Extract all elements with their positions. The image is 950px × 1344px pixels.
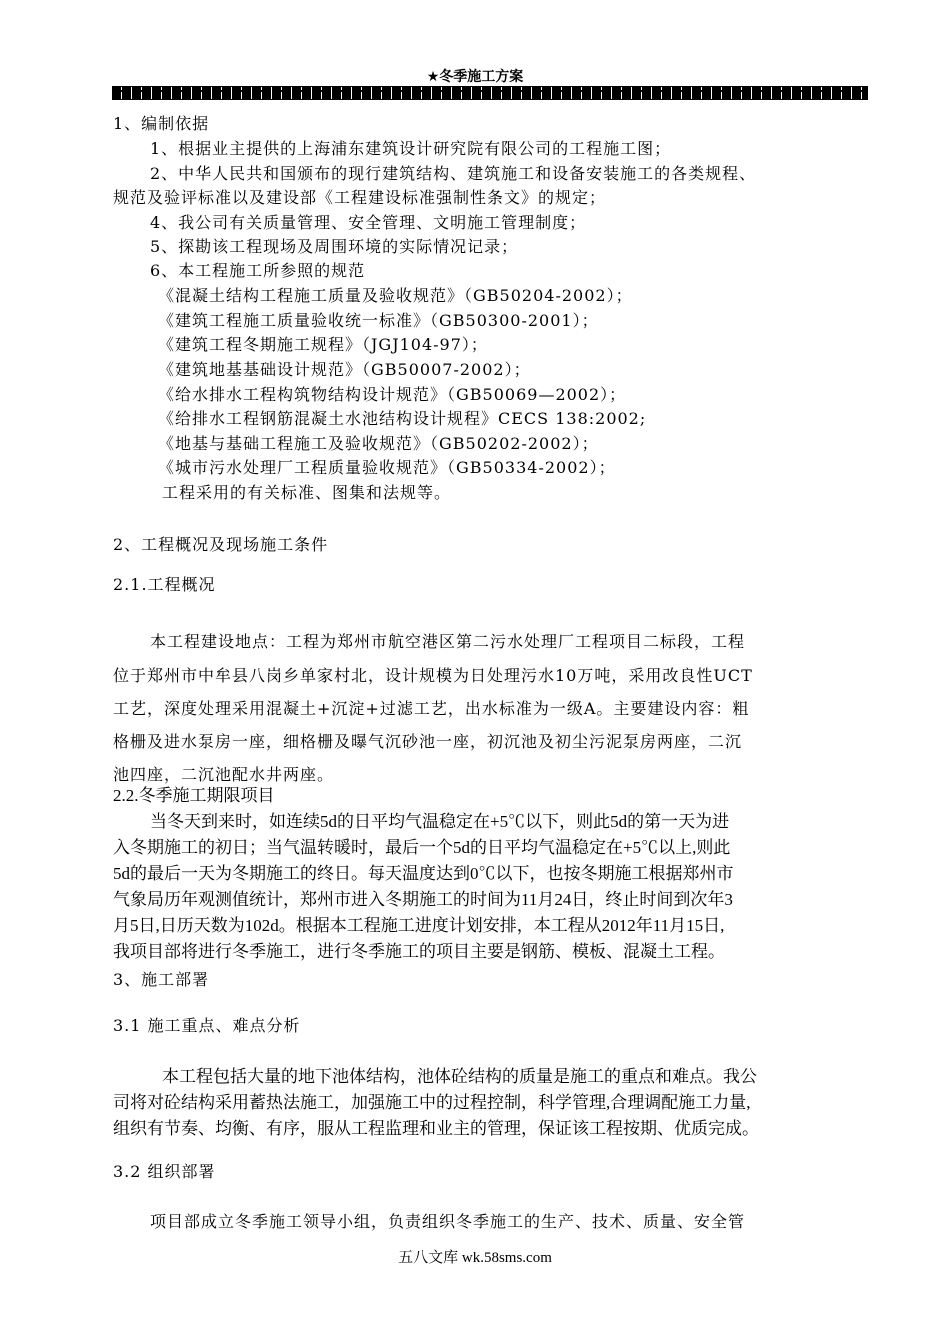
paragraph-line: 工艺，深度处理采用混凝土+沉淀+过滤工艺，出水标准为一级A。主要建设内容：粗 xyxy=(113,699,750,718)
paragraph-line: 月5日,日历天数为102d。根据本工程施工进度计划安排，本工程从2012年11月15日, xyxy=(113,916,725,935)
decorative-border xyxy=(112,86,868,100)
basis-item: 4、我公司有关质量管理、安全管理、文明施工管理制度； xyxy=(150,213,587,232)
subsection-heading: 3.2 组织部署 xyxy=(113,1162,216,1181)
basis-item: 1、根据业主提供的上海浦东建筑设计研究院有限公司的工程施工图； xyxy=(150,139,672,158)
paragraph-line: 当冬天到来时，如连续5d的日平均气温稳定在+5℃以下，则此5d的第一天为进 xyxy=(150,812,730,831)
standard-item: 《地基与基础工程施工及验收规范》（GB50202-2002）； xyxy=(158,434,599,453)
subsection-heading: 2.1.工程概况 xyxy=(113,575,216,594)
standard-item: 《给水排水工程构筑物结构设计规范》（GB50069—2002）； xyxy=(158,385,627,404)
standard-item: 《建筑工程冬期施工规程》（JGJ104-97）； xyxy=(158,335,488,354)
basis-item: 6、本工程施工所参照的规范 xyxy=(150,261,366,280)
basis-item: 规范及验评标准以及建设部《工程建设标准强制性条文》的规定； xyxy=(113,188,607,207)
header-title: ★冬季施工方案 xyxy=(426,69,524,85)
section-heading: 2、工程概况及现场施工条件 xyxy=(113,535,329,554)
standard-item: 《建筑地基基础设计规范》（GB50007-2002）； xyxy=(158,360,531,379)
basis-item: 5、探勘该工程现场及周围环境的实际情况记录； xyxy=(150,237,519,256)
standard-item: 《建筑工程施工质量验收统一标准》（GB50300-2001）； xyxy=(158,311,599,330)
section-heading: 3、施工部署 xyxy=(113,970,210,989)
footer-watermark: 五八文库 wk.58sms.com xyxy=(398,1250,552,1266)
standard-item: 《城市污水处理厂工程质量验收规范》（GB50334-2002）； xyxy=(158,458,616,477)
standard-item: 《给排水工程钢筋混凝土水池结构设计规程》CECS 138:2002; xyxy=(158,409,647,428)
paragraph-line: 我项目部将进行冬季施工，进行冬季施工的项目主要是钢筋、模板、混凝土工程。 xyxy=(113,942,725,961)
section-heading: 1、编制依据 xyxy=(113,114,210,133)
standards-closing: 工程采用的有关标准、图集和法规等。 xyxy=(162,483,452,502)
paragraph-line: 格栅及进水泵房一座，细格栅及曝气沉砂池一座，初沉池及初尘污泥泵房两座，二沉 xyxy=(113,732,743,751)
subsection-heading: 3.1 施工重点、难点分析 xyxy=(113,1016,301,1035)
paragraph-line: 位于郑州市中牟县八岗乡单家村北，设计规模为日处理污水10万吨，采用改良性UCT xyxy=(113,666,753,685)
basis-item: 2、中华人民共和国颁布的现行建筑结构、建筑施工和设备安装施工的各类规程、 xyxy=(150,164,757,183)
paragraph-line: 入冬期施工的初日；当气温转暖时，最后一个5d的日平均气温稳定在+5℃以上,则此 xyxy=(113,838,731,857)
paragraph-line: 气象局历年观测值统计，郑州市进入冬期施工的时间为11月24日，终止时间到次年3 xyxy=(113,890,733,909)
paragraph-line: 本工程建设地点：工程为郑州市航空港区第二污水处理厂工程项目二标段，工程 xyxy=(150,632,746,651)
standard-item: 《混凝土结构工程施工质量及验收规范》（GB50204-2002）； xyxy=(158,286,633,305)
subsection-heading: 2.2.冬季施工期限项目 xyxy=(113,786,275,805)
paragraph-line: 池四座，二沉池配水井两座。 xyxy=(113,765,335,784)
paragraph-line: 本工程包括大量的地下池体结构，池体砼结构的质量是施工的重点和难点。我公 xyxy=(162,1067,757,1086)
paragraph-line: 项目部成立冬季施工领导小组，负责组织冬季施工的生产、技术、质量、安全管 xyxy=(150,1212,746,1231)
paragraph-line: 司将对砼结构采用蓄热法施工，加强施工中的过程控制，科学管理,合理调配施工力量, xyxy=(113,1093,751,1112)
paragraph-line: 5d的最后一天为冬期施工的终日。每天温度达到0℃以下，也按冬期施工根据郑州市 xyxy=(113,864,734,883)
paragraph-line: 组织有节奏、均衡、有序，服从工程监理和业主的管理，保证该工程按期、优质完成。 xyxy=(113,1119,759,1138)
